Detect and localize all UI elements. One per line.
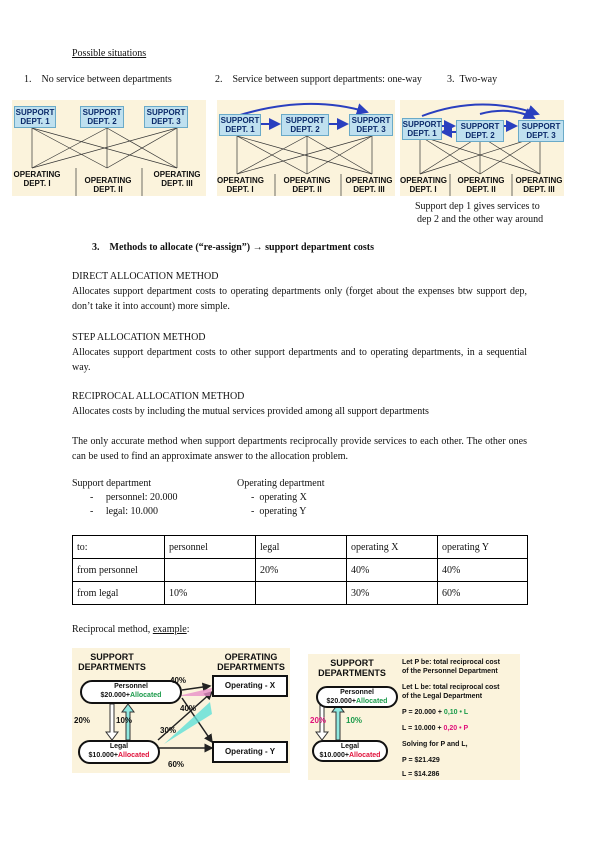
table-cell: 30% — [347, 582, 438, 605]
operating-dept-3-label: OPERATING DEPT. III — [345, 176, 393, 194]
legal-node — [78, 740, 160, 764]
operating-dept-2-label: OPERATING DEPT. II — [84, 176, 132, 194]
situation-2-label: 2. Service between support departments: one-way — [215, 74, 422, 85]
table-cell: 10% — [165, 582, 256, 605]
diagram-no-service — [12, 100, 206, 196]
eq-p-result: P = $21.429 — [402, 757, 440, 764]
support-dept-1-box: SUPPORT DEPT. 1 — [15, 108, 55, 126]
support-item-legal: - legal: 10.000 — [90, 506, 159, 517]
pct-legal-to-x: 30% — [160, 726, 177, 735]
diagram-two-way — [400, 100, 564, 196]
support-dept-3-box: SUPPORT DEPT. 3 — [518, 120, 564, 142]
example-support-title: SUPPORT DEPARTMENTS — [78, 652, 146, 672]
accurate-method-text: The only accurate method when support departments reciprocally provide services to each other. The other ones can be used to find an approximate answer to the allocation problem. — [72, 436, 527, 462]
equations-support-title: SUPPORT DEPARTMENTS — [318, 658, 386, 678]
step-method-title: STEP ALLOCATION METHOD — [72, 332, 206, 343]
operating-item-x: - operating X — [251, 492, 307, 503]
eq-l-equation: L = 10.000 + 0,20 • P — [402, 725, 469, 732]
equations-legal-label: Legal — [340, 743, 360, 750]
support-department-header: Support department — [72, 478, 152, 489]
reciprocal-equations-panel — [308, 654, 520, 780]
eq-solving: Solving for P and L, — [402, 741, 468, 748]
table-cell: from legal — [73, 582, 165, 605]
eq-l-result: L = $14.286 — [402, 771, 440, 778]
table-cell — [256, 582, 347, 605]
allocation-table — [72, 535, 528, 605]
two-way-note-line-1: Support dep 1 gives services to — [415, 201, 540, 212]
pct-personnel-to-x: 40% — [170, 676, 187, 685]
eq-line-3: Let L be: total reciprocal cost — [402, 684, 500, 691]
situation-1-label: 1. No service between departments — [24, 74, 172, 85]
table-header-cell: legal — [256, 536, 347, 559]
pct-legal-to-y: 60% — [168, 760, 185, 769]
table-cell: 60% — [438, 582, 528, 605]
direct-method-title: DIRECT ALLOCATION METHOD — [72, 271, 219, 282]
support-dept-2-box: SUPPORT DEPT. 2 — [281, 114, 329, 136]
operating-dept-3-label: OPERATING DEPT. III — [153, 170, 201, 188]
diagram-one-way — [217, 100, 395, 196]
operating-dept-1-label: OPERATING DEPT. I — [400, 176, 447, 194]
table-header-cell: operating Y — [438, 536, 528, 559]
legal-node-label: Legal — [109, 743, 129, 750]
personnel-node-label: Personnel — [114, 683, 148, 690]
operating-dept-1-label: OPERATING DEPT. I — [217, 176, 264, 194]
legal-node-amount: $10.000+Allocated — [88, 752, 150, 759]
reciprocal-method-title: RECIPROCAL ALLOCATION METHOD — [72, 391, 245, 402]
pct-personnel-to-y: 40% — [180, 704, 197, 713]
equations-personnel-amount: $20.000+Allocated — [326, 698, 388, 705]
table-row — [73, 559, 528, 582]
table-header-cell: personnel — [165, 536, 256, 559]
table-cell — [165, 559, 256, 582]
pct-legal-to-personnel: 10% — [116, 716, 133, 725]
table-header-cell: to: — [73, 536, 165, 559]
eq-line-1: Let P be: total reciprocal cost — [402, 659, 500, 666]
example-operating-title: OPERATING DEPARTMENTS — [217, 652, 285, 672]
support-dept-2-box: SUPPORT DEPT. 2 — [456, 120, 504, 142]
operating-y-box: Operating - Y — [212, 741, 288, 763]
direct-method-text: Allocates support department costs to operating departments only (forget about the expenses btw support dep, don’t take it into account) more simple. — [72, 286, 527, 312]
section-3-title: 3. Methods to allocate (“re-assign”) → support department costs — [92, 242, 375, 253]
equations-personnel-node — [316, 686, 398, 708]
example-label: Reciprocal method, example: — [72, 624, 190, 635]
equations-legal-node — [312, 740, 388, 762]
equations-pct-20: 20% — [310, 716, 327, 725]
reciprocal-example-diagram — [72, 648, 290, 773]
table-header-row — [73, 536, 528, 559]
support-dept-1-box: SUPPORT DEPT. 1 — [402, 120, 442, 138]
pct-personnel-to-legal: 20% — [74, 716, 91, 725]
situation-3-label: 3. Two-way — [447, 74, 498, 85]
eq-line-2: of the Personnel Department — [402, 668, 498, 675]
personnel-node — [80, 680, 182, 704]
equations-legal-amount: $10.000+Allocated — [319, 752, 381, 759]
step-method-text: Allocates support department costs to other support departments and to operating departments, in a sequential way. — [72, 347, 527, 373]
table-cell: 20% — [256, 559, 347, 582]
operating-item-y: - operating Y — [251, 506, 307, 517]
operating-dept-2-label: OPERATING DEPT. II — [457, 176, 505, 194]
equations-pct-10: 10% — [346, 716, 363, 725]
support-item-personnel: - personnel: 20.000 — [90, 492, 178, 503]
table-cell: 40% — [438, 559, 528, 582]
operating-x-box: Operating - X — [212, 675, 288, 697]
personnel-node-amount: $20.000+Allocated — [100, 692, 162, 699]
table-row — [73, 582, 528, 605]
eq-p-equation: P = 20.000 + 0,10 • L — [402, 709, 469, 716]
operating-dept-1-label: OPERATING DEPT. I — [13, 170, 61, 188]
reciprocal-method-text: Allocates costs by including the mutual services provided among all support departments — [72, 406, 429, 417]
operating-department-header: Operating department — [237, 478, 325, 489]
support-dept-3-box: SUPPORT DEPT. 3 — [349, 114, 393, 136]
table-cell: from personnel — [73, 559, 165, 582]
support-dept-3-box: SUPPORT DEPT. 3 — [144, 106, 188, 128]
support-dept-1-box: SUPPORT DEPT. 1 — [220, 116, 260, 134]
table-header-cell: operating X — [347, 536, 438, 559]
support-dept-2-box: SUPPORT DEPT. 2 — [80, 106, 124, 128]
possible-situations-heading: Possible situations — [72, 48, 147, 59]
eq-line-4: of the Legal Department — [402, 693, 483, 700]
operating-dept-2-label: OPERATING DEPT. II — [283, 176, 331, 194]
two-way-note-line-2: dep 2 and the other way around — [417, 214, 544, 225]
table-cell: 40% — [347, 559, 438, 582]
operating-dept-3-label: OPERATING DEPT. III — [515, 176, 563, 194]
equations-personnel-label: Personnel — [340, 689, 374, 696]
example-link[interactable]: example — [152, 624, 187, 635]
